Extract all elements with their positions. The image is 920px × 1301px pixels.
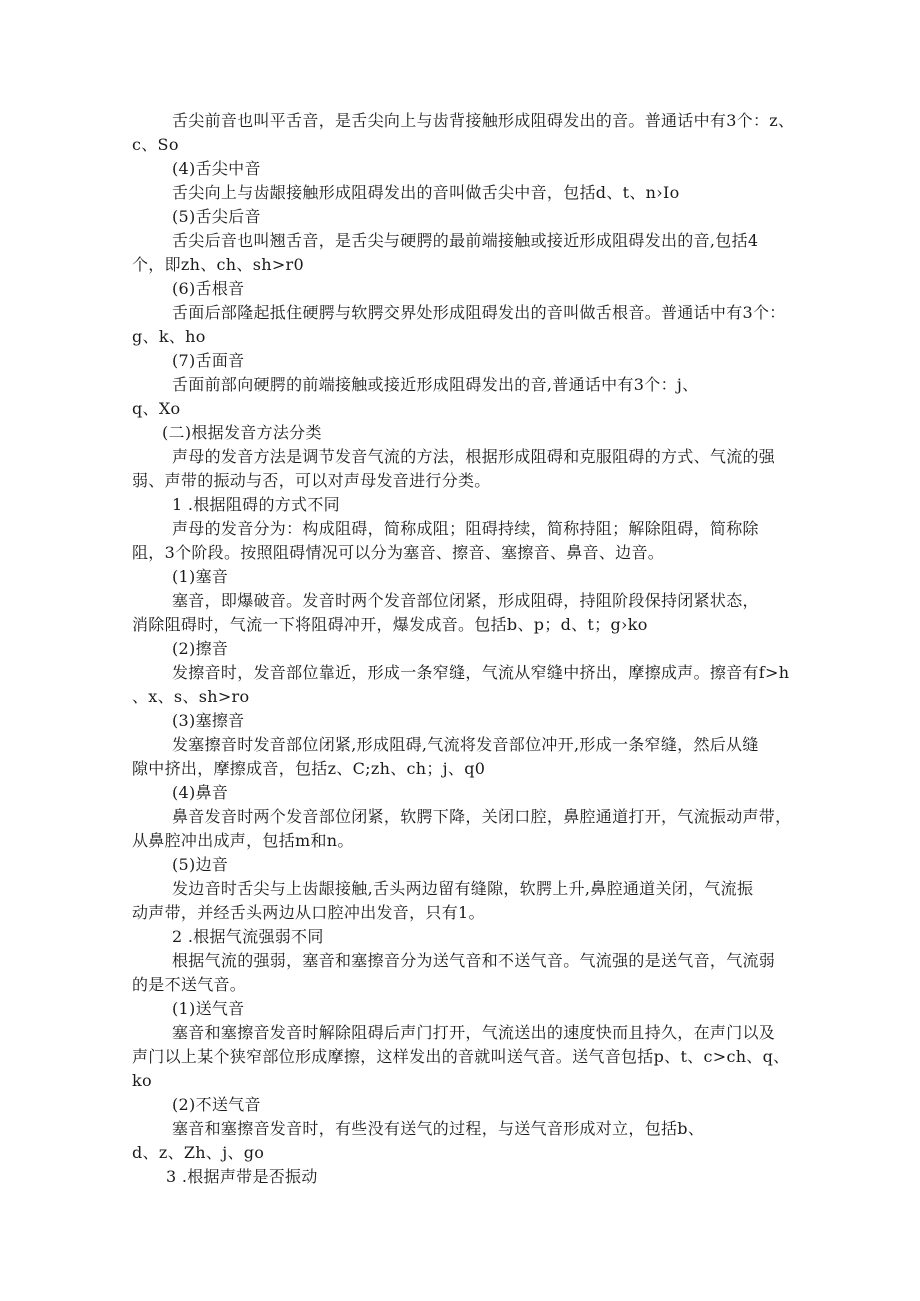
paragraph-text: 发边音时舌尖与上齿龈接触,舌头两边留有缝隙，软腭上升,鼻腔通道关闭，气流振 (172, 879, 754, 898)
paragraph-text: 舌尖向上与齿龈接触形成阻碍发出的音叫做舌尖中音，包括d、t、n›Io (172, 183, 680, 202)
section-heading: (4)鼻音 (172, 783, 229, 802)
paragraph-text: 舌面后部隆起抵住硬腭与软腭交界处形成阻碍发出的音叫做舌根音。普通话中有3个： (172, 303, 786, 322)
paragraph-text: 塞音和塞擦音发音时解除阻碍后声门打开，气流送出的速度快而且持久，在声门以及 (172, 1023, 776, 1042)
section-heading: (1)塞音 (172, 567, 229, 586)
section-heading: 3 .根据声带是否振动 (166, 1167, 318, 1186)
section-heading: (5)舌尖后音 (172, 207, 261, 226)
paragraph-text: ko (132, 1071, 152, 1090)
paragraph-text: c、So (132, 135, 179, 154)
paragraph-text: 弱、声带的振动与否，可以对声母发音进行分类。 (132, 471, 491, 490)
paragraph-text: 舌面前部向硬腭的前端接触或接近形成阻碍发出的音,普通话中有3个：j、 (172, 375, 699, 394)
paragraph-text: 个，即zh、ch、sh>r0 (132, 255, 304, 274)
paragraph-text: 发塞擦音时发音部位闭紧,形成阻碍,气流将发音部位冲开,形成一条窄缝，然后从缝 (172, 735, 759, 754)
paragraph-text: 根据气流的强弱，塞音和塞擦音分为送气音和不送气音。气流强的是送气音，气流弱 (172, 951, 776, 970)
paragraph-text: 塞音和塞擦音发音时，有些没有送气的过程，与送气音形成对立，包括b、 (172, 1119, 705, 1138)
section-heading: (3)塞擦音 (172, 711, 245, 730)
paragraph-text: 的是不送气音。 (132, 975, 247, 994)
paragraph-text: 隙中挤出，摩擦成音，包括z、C;zh、ch；j、q0 (132, 759, 486, 778)
paragraph-text: 从鼻腔冲出成声，包括m和n。 (132, 831, 354, 850)
paragraph-text: 塞音，即爆破音。发音时两个发音部位闭紧，形成阻碍，持阻阶段保持闭紧状态， (172, 591, 759, 610)
section-heading: (5)边音 (172, 855, 229, 874)
paragraph-text: q、Xo (132, 399, 181, 418)
paragraph-text: 阻，3个阶段。按照阻碍情况可以分为塞音、擦音、塞擦音、鼻音、边音。 (132, 543, 665, 562)
section-heading: (7)舌面音 (172, 351, 245, 370)
paragraph-text: 声母的发音方法是调节发音气流的方法，根据形成阻碍和克服阻碍的方式、气流的强 (172, 447, 776, 466)
section-heading: (6)舌根音 (172, 279, 245, 298)
section-heading: (4)舌尖中音 (172, 159, 261, 178)
section-heading: (2)擦音 (172, 639, 229, 658)
section-heading: (2)不送气音 (172, 1095, 261, 1114)
section-heading: (二)根据发音方法分类 (162, 423, 322, 442)
paragraph-text: 声母的发音分为：构成阻碍，简称成阻；阻碍持续，简称持阻；解除阻碍，简称除 (172, 519, 759, 538)
section-heading: (1)送气音 (172, 999, 245, 1018)
section-heading: 2 .根据气流强弱不同 (172, 927, 324, 946)
paragraph-text: 鼻音发音时两个发音部位闭紧，软腭下降，关闭口腔，鼻腔通道打开，气流振动声带， (172, 807, 792, 826)
paragraph-text: 声门以上某个狭窄部位形成摩擦，这样发出的音就叫送气音。送气音包括p、t、c>ch、q、 (132, 1047, 790, 1066)
paragraph-text: 消除阻碍时，气流一下将阻碍冲开，爆发成音。包括b、p；d、t；g›ko (132, 615, 648, 634)
paragraph-text: 舌尖前音也叫平舌音，是舌尖向上与齿背接触形成阻碍发出的音。普通话中有3个：z、 (172, 111, 795, 130)
section-heading: 1 .根据阻碍的方式不同 (172, 495, 340, 514)
paragraph-text: 发擦音时，发音部位靠近，形成一条窄缝，气流从窄缝中挤出，摩擦成声。擦音有f>h (172, 663, 790, 682)
paragraph-text: 动声带，并经舌头两边从口腔冲出发音，只有1。 (132, 903, 485, 922)
paragraph-text: 舌尖后音也叫翘舌音，是舌尖与硬腭的最前端接触或接近形成阻碍发出的音,包括4 (172, 231, 759, 250)
paragraph-text: d、z、Zh、j、go (132, 1143, 265, 1162)
paragraph-text: g、k、ho (132, 327, 206, 346)
paragraph-text: 、x、s、sh>ro (132, 687, 250, 706)
